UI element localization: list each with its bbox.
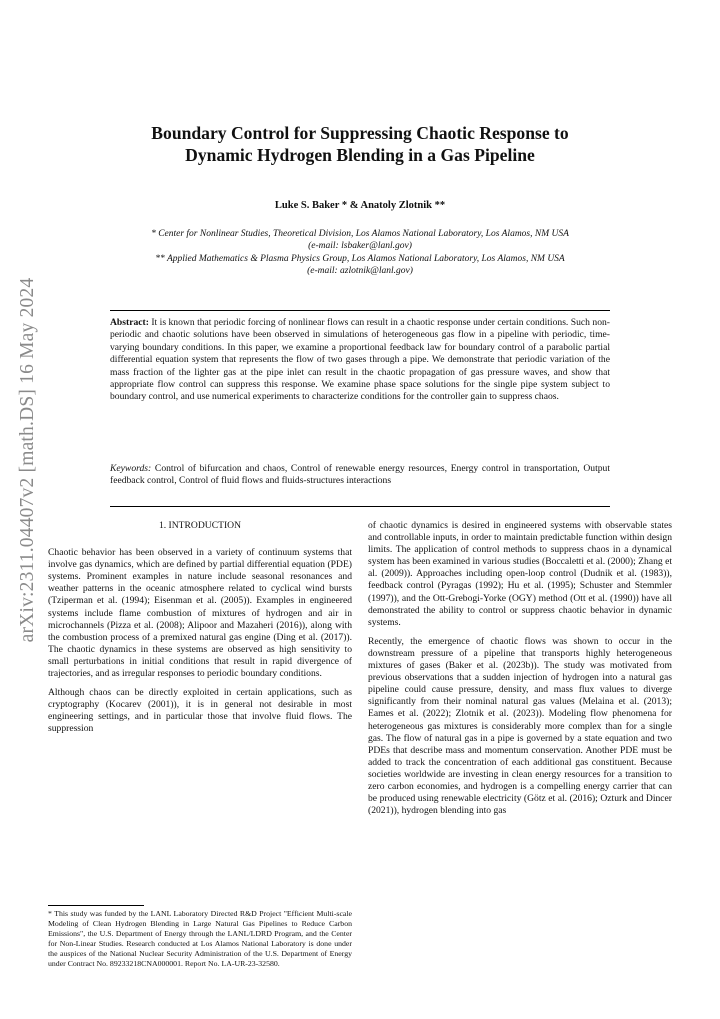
paragraph: Recently, the emergence of chaotic flows was shown to occur in the downstream pressure of a pipeline that transports highly heterogeneous mixtures of gases (Baker et al. (2023b)). The study was motivated from previous observations that a sudden injection of hydrogen into a natural gas pipeline could cause pressure, density, and mass flux values to diverge significantly from their nominal natural gas values (Melaina et al. (2013); Eames et al. (2022); Zlotnik et al. (2023)). Modeling flow phenomena for heterogeneous gas mixtures is considerably more complex than for a single gas. The flow of natural gas in a pipe is governed by a state equation and two PDEs that describe mass and momentum conservation. Another PDE must be added to track the concentration of each additional gas constituent. Because societies worldwide are investing in clean energy resources for a transition to zero carbon economies, and hydrogen is a compelling energy carrier that can be produced using renewable electricity (Götz et al. (2016); Ozturk and Dincer (2021)), hydrogen blending into gas bbox=[368, 635, 672, 817]
keywords-text: Control of bifurcation and chaos, Control of renewable energy resources, Energy control in transportation, Output feedback control, Control of fluid flows and fluids-structures interactions bbox=[110, 463, 610, 487]
keywords bbox=[110, 463, 610, 488]
paper-title: Boundary Control for Suppressing Chaotic Response to Dynamic Hydrogen Blending in a Gas Pipeline bbox=[151, 123, 569, 165]
affiliation-2: ** Applied Mathematics & Plasma Physics Group, Los Alamos National Laboratory, Los Alamos, NM USA (e-mail: azlotnik@lanl.gov) bbox=[155, 253, 565, 277]
arxiv-id: arXiv:2311.04407v2 [math.DS] 16 May 2024 bbox=[17, 277, 38, 643]
right-column bbox=[368, 520, 672, 824]
keywords-label: Keywords: bbox=[110, 463, 152, 474]
abstract-label: Abstract: bbox=[110, 317, 149, 328]
abstract bbox=[110, 317, 610, 404]
paragraph: of chaotic dynamics is desired in engineered systems with observable states and controllable inputs, in order to maintain predictable function within design limits. The application of control methods to suppress chaos in a dynamical system has been examined in various studies (Boccaletti et al. (2000); Zhang et al. (2009)). Approaches including open-loop control (Dudnik et al. (1983)), feedback control (Pyragas (1992); Hu et al. (1995); Schuster and Stemmler (1997)), and the Ott-Grebogi-Yorke (OGY) method (Ott et al. (1990)) have all demonstrated the ability to control or suppress chaotic behavior in dynamic systems. bbox=[368, 520, 672, 628]
section-heading: 1. INTRODUCTION bbox=[158, 520, 242, 531]
footnote-rule bbox=[48, 905, 144, 906]
abstract-top-rule bbox=[110, 310, 610, 311]
affiliations bbox=[150, 228, 570, 278]
authors: Luke S. Baker * & Anatoly Zlotnik ** bbox=[274, 200, 446, 211]
paragraph: Although chaos can be directly exploited in certain applications, such as cryptography (Kocarev (2001)), it is in general not desirable in most engineering settings, and in particular those that involve fluid flows. The suppression bbox=[48, 687, 352, 735]
keywords-bottom-rule bbox=[110, 506, 610, 507]
arxiv-watermark bbox=[8, 250, 48, 670]
abstract-text: It is known that periodic forcing of nonlinear flows can result in a chaotic response under certain conditions. Such non-periodic and chaotic solutions have been observed in simulations of heterogeneous gas flow in a pipeline with periodic, time-varying boundary conditions. In this paper, we examine a proportional feedback law for boundary control of a parabolic partial differential equation system that represents the flow of two gases through a pipe. We demonstrate that periodic variation of the mass fraction of the lighter gas at the pipe inlet can result in the chaotic propagation of gas pressure waves, and show that appropriate flow control can suppress this response. We examine phase space solutions for the single pipe system subject to boundary control, and use numerical experiments to characterize conditions for the controller gain to suppress chaos. bbox=[110, 317, 610, 403]
footnote: * This study was funded by the LANL Laboratory Directed R&D Project "Efficient Multi-scale Modeling of Clean Hydrogen Blending in Large Natural Gas Pipelines to Reduce Carbon Emissions", the U.S. Department of Energy through the LANL/LDRD Program, and the Center for Non-Linear Studies. Research conducted at Los Alamos National Laboratory is done under the auspices of the National Nuclear Security Administration of the U.S. Department of Energy under Contract No. 89233218CNA000001. Report No. LA-UR-23-32580. bbox=[48, 909, 352, 968]
affiliation-1: * Center for Nonlinear Studies, Theoretical Division, Los Alamos National Laboratory, Los Alamos, NM USA (e-mail: lsbaker@lanl.gov) bbox=[151, 229, 569, 252]
paragraph: Chaotic behavior has been observed in a variety of continuum systems that involve gas dynamics, which are defined by partial differential equation (PDE) systems. Prominent examples in nature include seasonal resonances and weather patterns in the oceanic atmosphere related to cyclical wind bursts (Tziperman et al. (1994); Eisenman et al. (2005)). Examples in engineered systems include flame combustion of mixtures of hydrogen and air in microchannels (Pizza et al. (2008); Alipoor and Mazaheri (2016)), along with the combustion process of a premixed natural gas engine (Ding et al. (2017)). The chaotic dynamics in these systems are observed as high sensitivity to small perturbations in initial conditions that result in rapid divergence of trajectories, and as irregular responses to periodic boundary conditions. bbox=[48, 547, 352, 680]
left-column bbox=[48, 520, 352, 743]
